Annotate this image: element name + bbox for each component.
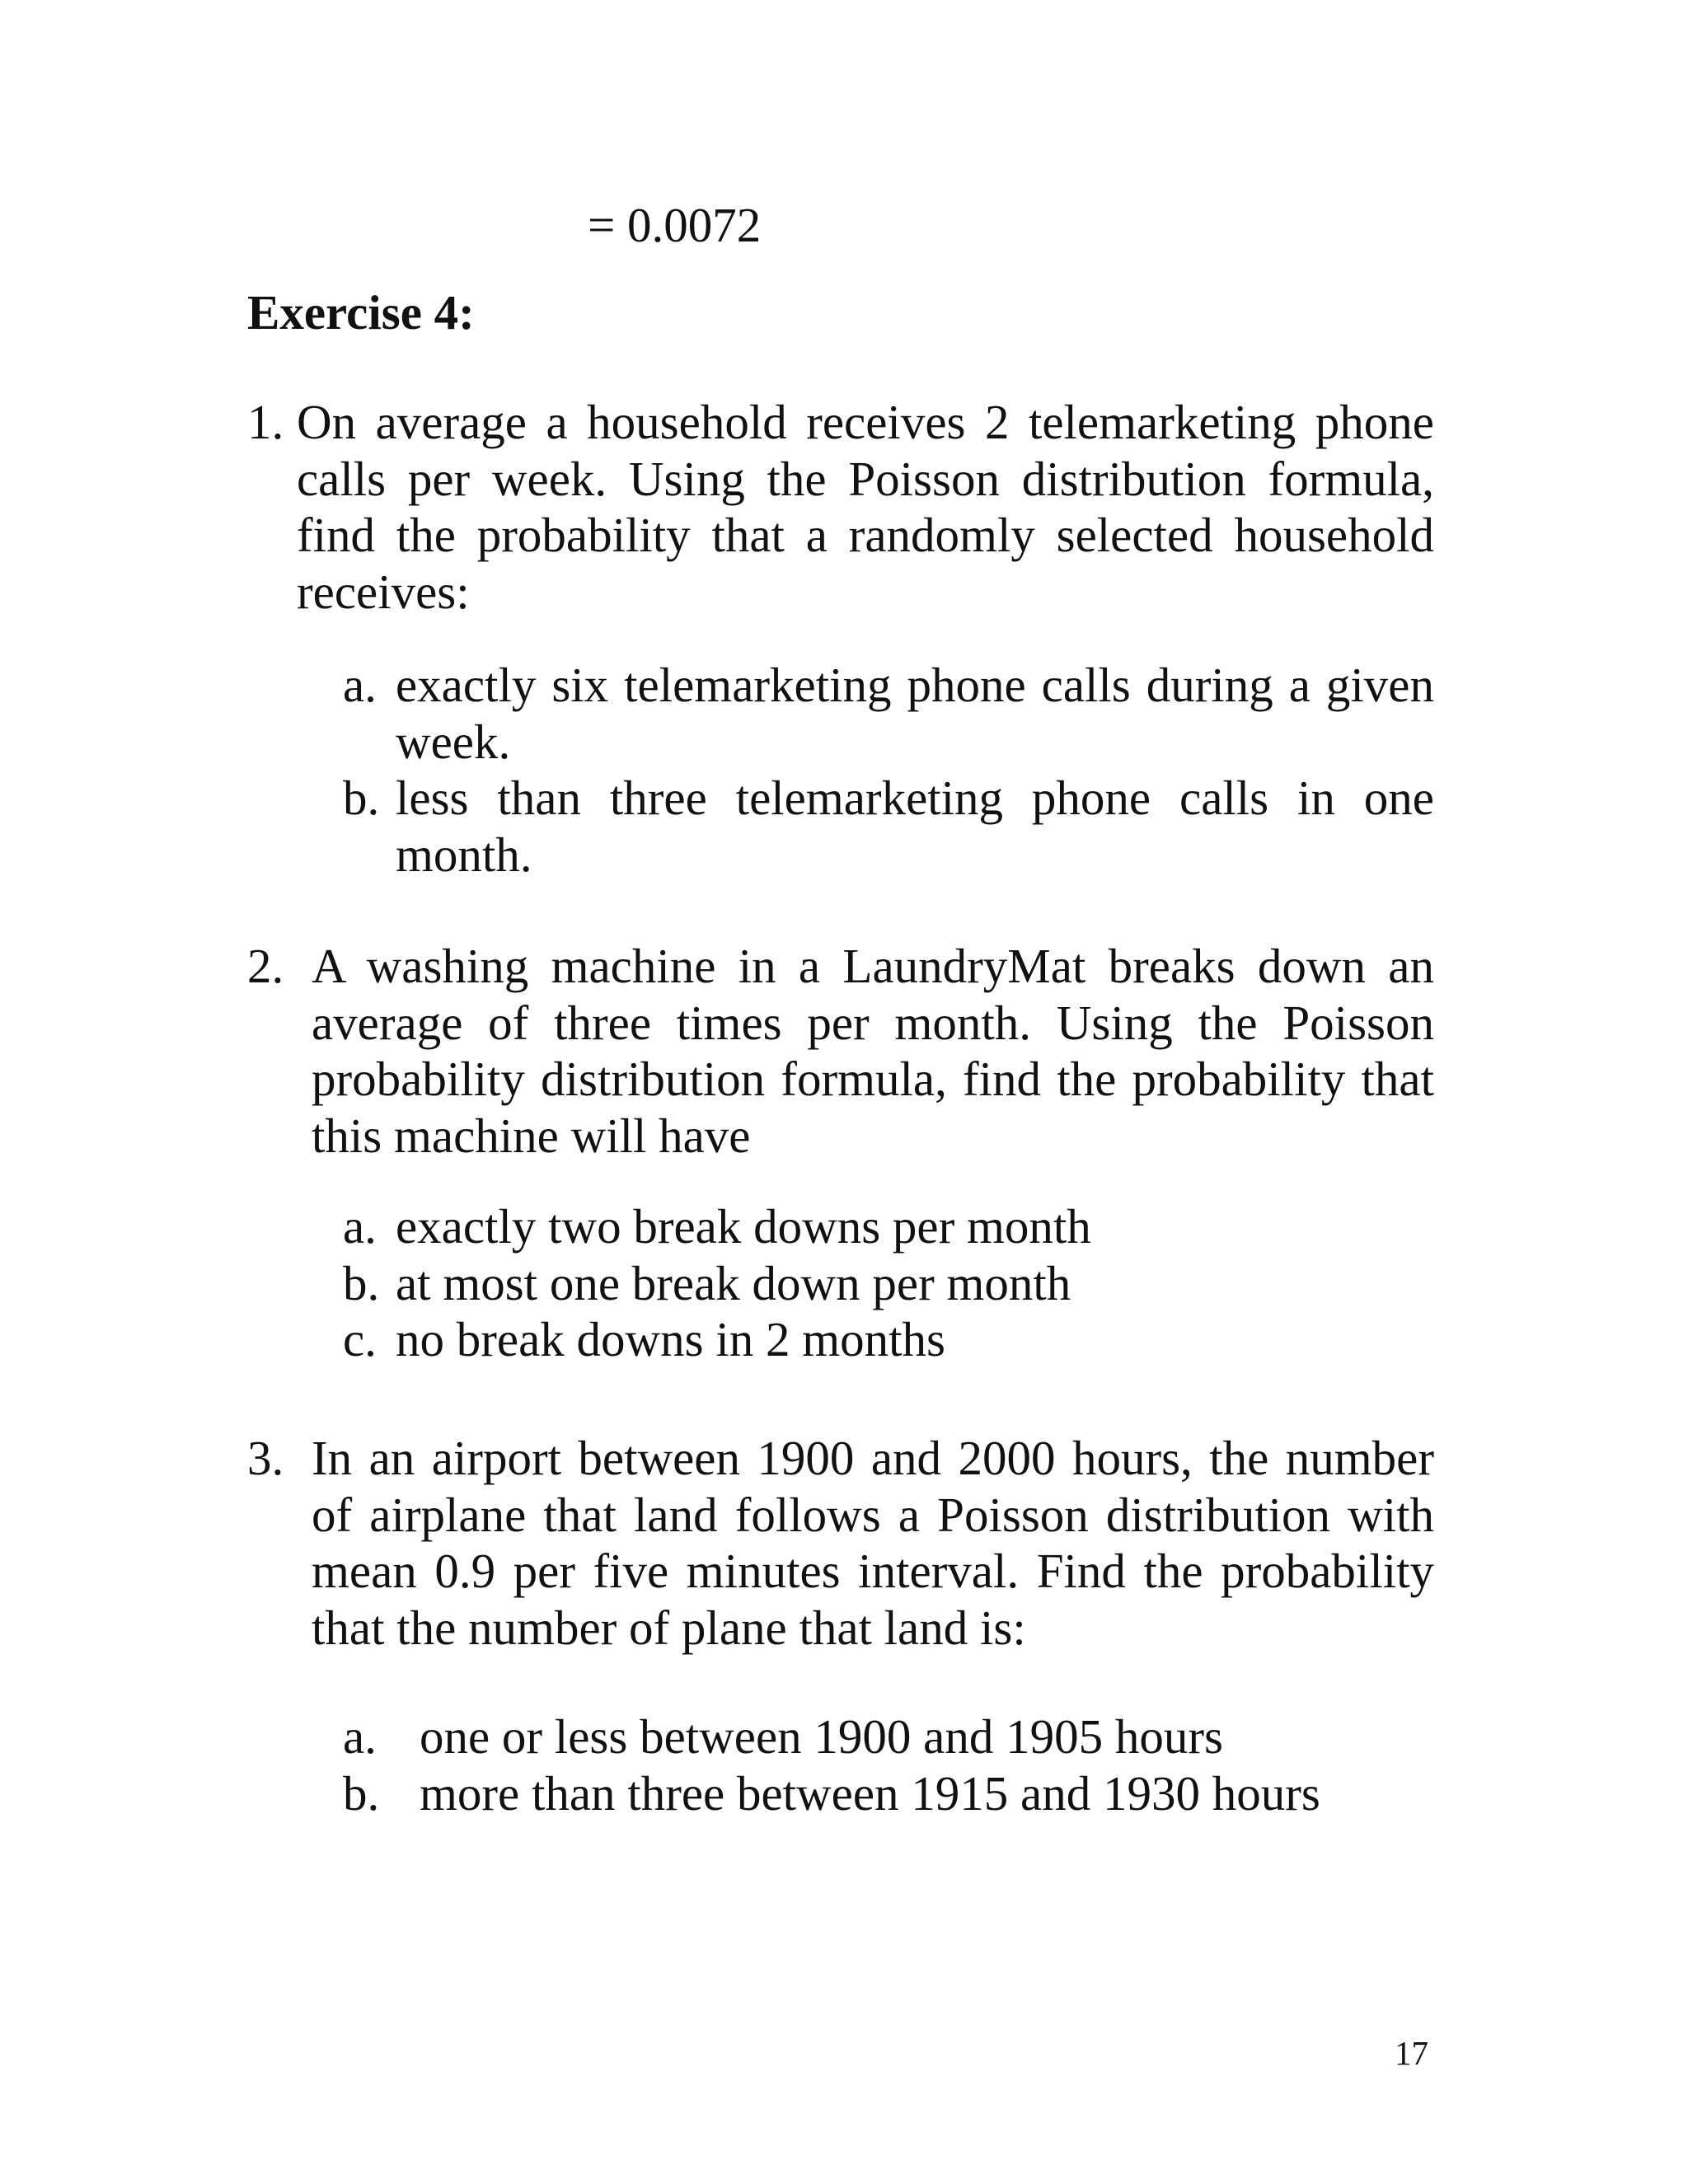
part-label: a.: [343, 1709, 377, 1764]
page-number: 17: [1395, 2034, 1428, 2072]
question-part: [343, 1198, 1434, 1255]
question-part: [343, 1255, 1434, 1312]
part-text: less than three telemarketing phone calls in one month.: [396, 771, 1434, 882]
part-label: a.: [343, 1199, 377, 1254]
question-part: [343, 1708, 1434, 1765]
part-label: b.: [343, 1255, 380, 1310]
part-label: b.: [343, 1765, 380, 1821]
part-text: exactly six telemarketing phone calls during a given week.: [396, 658, 1434, 769]
part-label: a.: [343, 658, 377, 712]
question-part: [343, 770, 1434, 883]
part-text: at most one break down per month: [396, 1255, 1071, 1310]
question-2: [247, 938, 1434, 1164]
question-1-parts: [343, 657, 1434, 883]
question-1: [247, 394, 1434, 620]
question-3: [247, 1430, 1434, 1656]
question-part: [343, 657, 1434, 770]
question-part: [343, 1311, 1434, 1368]
question-part: [343, 1765, 1434, 1822]
question-number: 1.: [247, 395, 284, 449]
question-number: 3.: [247, 1431, 284, 1485]
exercise-heading: Exercise 4:: [247, 285, 475, 340]
question-text: In an airport between 1900 and 2000 hours, the number of airplane that land follows a Poisson distribution with mean 0.9 per five minutes interval. Find the probability that the number of plane that land is:: [312, 1431, 1434, 1655]
question-number: 2.: [247, 939, 284, 993]
part-text: no break downs in 2 months: [396, 1312, 945, 1366]
part-text: exactly two break downs per month: [396, 1199, 1091, 1254]
question-2-parts: [343, 1198, 1434, 1368]
part-text: more than three between 1915 and 1930 hours: [420, 1765, 1320, 1821]
question-3-parts: [343, 1708, 1434, 1821]
part-text: one or less between 1900 and 1905 hours: [420, 1709, 1223, 1764]
carry-over-result: = 0.0072: [588, 198, 762, 252]
question-text: A washing machine in a LaundryMat breaks down an average of three times per month. Using the Poisson probability distribution formula, find the probability that this machine will have: [312, 939, 1434, 1163]
part-label: c.: [343, 1312, 377, 1366]
part-label: b.: [343, 771, 380, 825]
question-text: On average a household receives 2 telemarketing phone calls per week. Using the Poisson distribution formula, find the probability that a randomly selected household receives:: [297, 395, 1434, 619]
